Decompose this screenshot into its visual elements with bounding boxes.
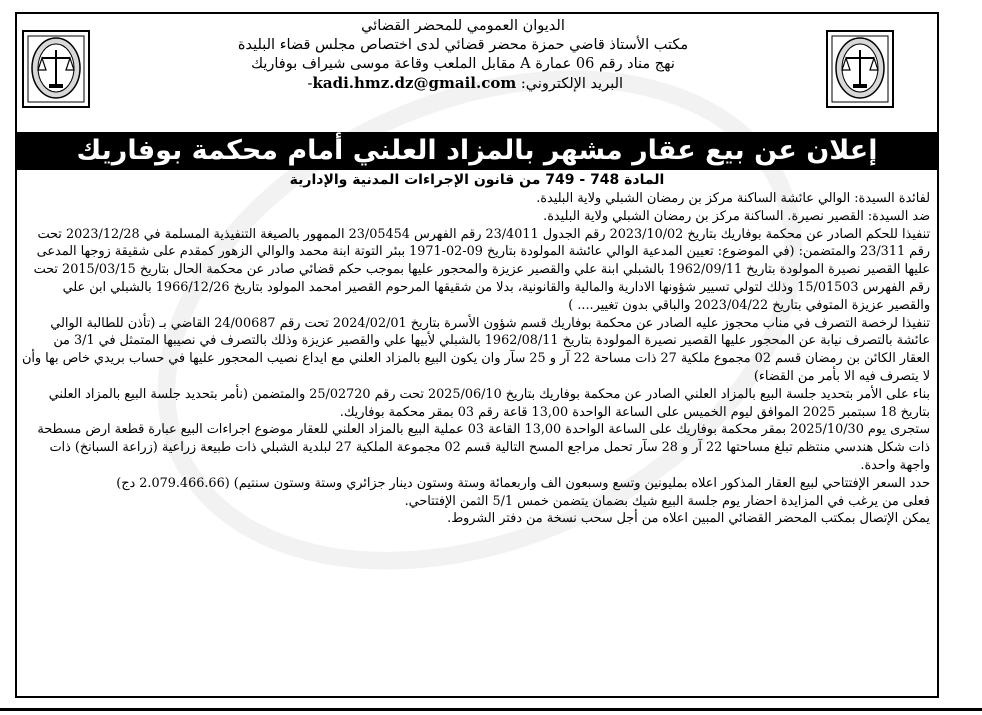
authorization-paragraph: تنفيذا لرخصة التصرف في مناب محجوز عليه الصادر عن محكمة بوفاريك قسم شؤون الأسرة بتاريخ 2024/02/01 تحت رقم 24/00687 القاضي بـ (تأذن للطالبة الوالي عائشة بالتصرف نيابة عن المحجور عليها القصير نصيرة المولودة بتاريخ 1962/08/11 بالشبلي لأبيها علي والقصير عزيزة وذلك بالتصرف في نصيبها المتمثل في 3/1 من العقار الكائن بن رمضان قسم 02 مجموع ملكية 27 ذات مساحة 22 آر و 25 سآر وان يكون البيع بالمزاد العلني مع ايداع نصيب المحجور عليها في حساب بريدي خاص بها وأن لا يتصرف فيه الا بأمر من القضاء) — [21, 315, 930, 384]
header-line-office: الديوان العمومي للمحضر القضائي — [361, 18, 565, 34]
page-bottom-rule — [0, 708, 982, 711]
law-article: المادة 748 - 749 من قانون الإجراءات المدنية والإدارية — [289, 172, 665, 188]
session-order-paragraph: بناء على الأمر بتحديد جلسة البيع بالمزاد العلني الصادر عن محكمة بوفاريك بتاريخ 2025/06/10 تحت رقم 25/02720 والمتضمن (نأمر بتحديد جلسة البيع بالمزاد العلني بتاريخ 18 سبتمبر 2025 الموافق ليوم الخميس على الساعة الواحدة 13,00 قاعة رقم 03 بمقر محكمة بوفاريك. — [48, 386, 930, 420]
email-label: البريد الإلكتروني: — [520, 76, 624, 92]
header-line-bailiff: مكتب الأستاذ قاضي حمزة محضر قضائي لدى اختصاص مجلس قضاء البليدة — [237, 37, 689, 53]
sale-details-paragraph: ستجرى يوم 2025/10/30 بمقر محكمة بوفاريك على الساعة الواحدة 13,00 القاعة 03 عملية البيع بالمزاد العلني للعقار موضوع اجراءات البيع عبارة قطعة ارض مسطحة ذات شكل هندسي منتظم تبلغ مساحتها 22 آر و 28 سآر تحمل مراجع المسح التالية قسم 02 مجموعة الملكية 27 لبلدية الشبلي ذات طبيعة زراعية (زراعة السبانخ) ذات واجهة واحدة. — [37, 422, 930, 473]
beneficiary-paragraph: لفائدة السيدة: الوالي عائشة الساكنة مركز بن رمضان الشبلي ولاية البليدة. — [536, 191, 930, 206]
contact-paragraph: يمكن الإتصال بمكتب المحضر القضائي المبين اعلاه من أجل سحب نسخة من دفتر الشروط. — [447, 511, 930, 527]
office-header — [110, 17, 816, 94]
judgment-paragraph: تنفيذا للحكم الصادر عن محكمة بوفاريك بتاريخ 2023/10/02 رقم الجدول 23/4011 رقم الفهرس 23/05454 الممهور بالصيغة التنفيذية المسلمة في 2023/12/28 تحت رقم 23/311 والمتضمن: (في الموضوع: تعيين المدعية الوالي عائشة المولودة بتاريخ 09-02-1971 ببئر التوتة ابنة محمد والوالي الزهور كمقدم على شقيقة زوجها المدعى عليها القصير نصيرة المولودة بتاريخ 1962/09/11 بالشبلي ابنة علي والقصير عزيزة والمحجور عليها بموجب حكم قضائي صادر عن محكمة الحال بتاريخ 2015/03/15 تحت رقم الفهرس 15/01503 وذلك لتولي تسيير شؤونها الادارية والمالية والقانونية، بدلا من شقيقها المرحوم القصير امحمد المولود بتاريخ 1966/12/26 بالشبلي ابن علي والقصير عزيزة المتوفي بتاريخ 2023/04/22 والباقي بدون تغيير.... ) — [33, 226, 930, 313]
announcement-body — [20, 190, 930, 528]
announcement-title: إعلان عن بيع عقار مشهر بالمزاد العلني أمام محكمة بوفاريك — [17, 132, 937, 170]
scales-of-justice-icon — [826, 30, 894, 108]
defendant-paragraph: ضد السيدة: القصير نصيرة. الساكنة مركز بن رمضان الشبلي ولاية البليدة. — [543, 208, 930, 224]
opening-price-paragraph: حدد السعر الإفتتاحي لبيع العقار المذكور اعلاه بمليونين وتسع وسبعون الف واربعمائة وستة وستون دينار جزائري وستة وستون سنتيم) (2.079.466.66 دج) — [116, 475, 930, 491]
email-suffix: - — [302, 76, 313, 92]
header-line-email — [110, 74, 816, 94]
scales-of-justice-icon — [22, 30, 90, 108]
email-address: kadi.hmz.dz@gmail.com — [312, 74, 517, 92]
header-line-address: نهج مناد رقم 06 عمارة A مقابل الملعب وقاعة موسى شيراف بوفاريك — [251, 56, 675, 72]
bidding-guarantee-paragraph: فعلى من يرغب في المزايدة احضار يوم جلسة البيع شيك بضمان يتضمن خمس 5/1 الثمن الإفتتاحي. — [404, 493, 930, 509]
